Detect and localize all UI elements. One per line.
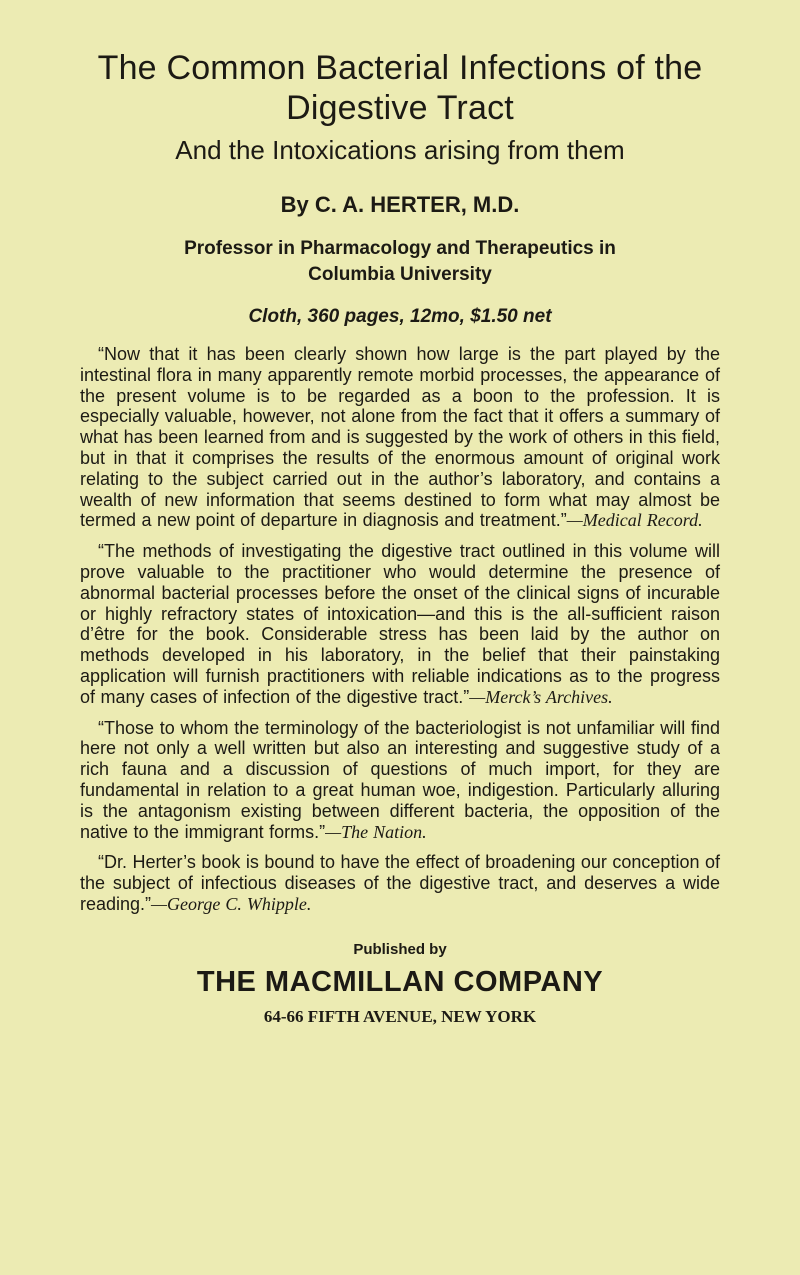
review-text: “The methods of investigating the digestive tract outlined in this volume will prove valuable to the practitioner who would determine the presence of abnormal bacterial processes before the onset of the clinical signs of incurable or highly refractory states of intoxication—and this is the all-sufficient raison d’être for the book. Considerable stress has been laid by the author on methods developed in his laboratory, in the belief that their painstaking application will furnish practitioners with reliable indications as to the progress of many cases of infection of the digestive tract.” — [80, 541, 720, 707]
review-text: “Those to whom the terminology of the bacteriologist is not unfamiliar will find here not only a well written but also an interesting and suggestive study of a rich fauna and a discussion of questions of much import, for they are fundamental in relation to a great human woe, indigestion. Particularly alluring is the antagonism existing between different bacteria, the opposition of the native to the immigrant forms.” — [80, 717, 720, 842]
review-source: —The Nation. — [325, 821, 427, 842]
review-source: —Medical Record. — [566, 510, 703, 531]
book-title: The Common Bacterial Infections of the Digestive Tract — [97, 49, 703, 127]
reviews-section — [80, 344, 720, 915]
review-paragraph — [80, 718, 720, 843]
published-by-label: Published by — [353, 940, 447, 958]
publication-info: Cloth, 360 pages, 12mo, $1.50 net — [248, 306, 552, 327]
review-paragraph — [80, 541, 720, 707]
author-position: Professor in Pharmacology and Therapeutics in Columbia University — [184, 238, 616, 285]
review-text: “Dr. Herter’s book is bound to have the effect of broadening our conception of the subject of infectious diseases of the digestive tract, and deserves a wide reading.” — [80, 852, 720, 914]
review-source: —Merck’s Archives. — [469, 686, 613, 707]
publisher-name: THE MACMILLAN COMPANY — [196, 965, 604, 998]
review-paragraph — [80, 344, 720, 531]
review-text: “Now that it has been clearly shown how large is the part played by the intestinal flora in many apparently remote morbid processes, the appearance of the present volume is to be regarded as a boon to the profession. It is especially valuable, however, not alone from the fact that it offers a summary of what has been learned from and is suggested by the work of others in this field, but in that it comprises the results of the enormous amount of original work relating to the subject carried out in the author’s laboratory, and contains a wealth of new information that seems destined to form what may almost be termed a new point of departure in diagnosis and treatment.” — [80, 344, 720, 531]
review-paragraph — [80, 852, 720, 914]
author-line: By C. A. HERTER, M.D. — [280, 192, 520, 217]
book-subtitle: And the Intoxications arising from them — [175, 135, 625, 165]
review-source: —George C. Whipple. — [151, 893, 312, 914]
publisher-address: 64-66 FIFTH AVENUE, NEW YORK — [263, 1006, 537, 1026]
